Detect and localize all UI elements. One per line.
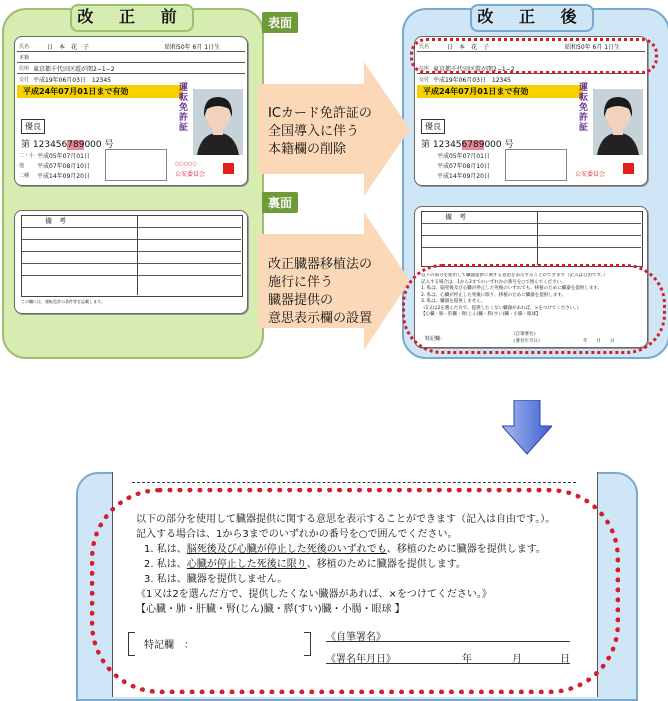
small-ymd: 年 月 日: [583, 339, 615, 344]
address-value: 東京都千代田区霞が関2−1−2: [33, 66, 115, 73]
detail-year: 年: [462, 654, 472, 665]
small-line-2: 1. 私は、脳死後及び心臓が停止した死後のいずれでも、移植のために臓器を提供します。: [421, 286, 602, 291]
birth-value: 昭和50年 6月 1日生: [565, 44, 621, 51]
arrow-top-line-1: ICカード免許証の: [268, 106, 372, 121]
detail-day: 日: [560, 654, 570, 665]
opt2-underlined: 心臓が停止した死後に限り: [186, 559, 307, 570]
arrow-mid-line-2: 施行に伴う: [268, 275, 334, 290]
detail-sign-date: 《署名年月日》: [326, 654, 396, 665]
mid-red-dotted-oval: [402, 264, 666, 354]
license-type: 運転免許証: [179, 83, 189, 133]
issue-value: 平成19年06月03日 12345: [433, 77, 511, 84]
small-sign: 《自筆署名》: [511, 332, 538, 337]
date2: 平成07年08月10日: [37, 163, 90, 170]
number-black: 123456: [32, 140, 68, 150]
date2-label: 他: [19, 163, 25, 169]
condition-box: [105, 149, 167, 181]
issue-label: 交付: [419, 77, 430, 83]
date3: 平成14年09月20日: [37, 173, 90, 180]
small-sign-date: 《署名年月日》: [511, 339, 543, 344]
small-line-4: 3. 私は、臓器を提供しません。: [421, 299, 486, 304]
arrow-top-text: [268, 105, 372, 159]
yuryo-box: 優良: [21, 119, 45, 134]
small-line-5: 《1又は2を選んだ方で、提供したくない臓器があれば、×をつけてください。》: [421, 305, 582, 311]
small-line-6: 【心臓・肺・肝臓・腎(じん)臓・膵(すい)臓・小腸・眼球】: [421, 312, 541, 317]
address-label: 住所: [419, 66, 430, 72]
date1: 平成05年07月01日: [37, 153, 90, 160]
number-prefix: 第: [421, 140, 431, 150]
commission: 公安委員会: [175, 171, 206, 178]
detail-tokki: 特記欄 ：: [144, 640, 194, 651]
small-line-3: 2. 私は、心臓が停止した死後に限り、移植のために臓器を提供します。: [421, 292, 566, 298]
number-tail: 000: [484, 140, 502, 150]
back-title: 備 考: [45, 217, 66, 225]
seal-circles: ○○○○○: [175, 161, 197, 167]
opt1-prefix: 1. 私は、: [144, 544, 187, 555]
small-tokki: 特記欄：: [425, 336, 446, 342]
top-red-dotted-oval: [410, 38, 658, 74]
name-value: 日 本 花 子: [47, 44, 90, 51]
down-arrow-icon: [502, 400, 552, 456]
license-number: [421, 137, 514, 150]
number-red: 789: [67, 140, 85, 150]
arrow-mid-text: [268, 256, 372, 328]
arrow-mid-line-1: 改正臓器移植法の: [268, 257, 373, 272]
number-red: 6789: [461, 140, 485, 150]
portrait-photo: [193, 89, 243, 155]
arrow-mid-line-3: 臓器提供の: [268, 293, 334, 308]
detail-sign: 《自筆署名》: [326, 632, 386, 643]
opt2-prefix: 2. 私は、: [144, 559, 187, 570]
address-label: 住所: [19, 66, 30, 72]
issue-label: 交付: [19, 77, 30, 83]
yuryo-box: 優良: [421, 119, 445, 134]
small-intro: 以下の部分を使用して臓器提供に関する意思を表示することができます（記入は自由です。）: [421, 273, 608, 278]
detail-month: 月: [512, 654, 522, 665]
date1-label: 二・小: [19, 153, 35, 159]
arrow-top-line-3: 本籍欄の削除: [268, 142, 347, 157]
name-label: 氏名: [419, 44, 430, 50]
issue-value: 平成19年06月03日 12345: [33, 77, 111, 84]
expiry-highlight: 平成24年07月01日まで有効: [17, 85, 183, 98]
before-back-card: [14, 210, 248, 314]
opt1-suffix: 、移植のために臓器を提供します。: [386, 544, 546, 555]
date3: 平成14年09月20日: [437, 173, 490, 180]
detail-organs: 【心臓・肺・肝臓・腎(じん)臓・膵(すい)臓・小腸・眼球 】: [136, 604, 405, 615]
birth-value: 昭和50年 6月 1日生: [165, 44, 221, 51]
bottom-red-dotted-oval: [90, 488, 620, 694]
number-suffix: 号: [104, 140, 114, 150]
date2: 平成07年08月10日: [437, 163, 490, 170]
back-footnote: この欄には、運転免許の条件等を記載します。: [21, 299, 105, 304]
before-front-card: [14, 36, 248, 186]
number-suffix: 号: [504, 140, 514, 150]
back-label: 裏面: [262, 192, 298, 213]
after-title: 改 正 後: [470, 4, 594, 32]
arrow-mid-line-4: 意思表示欄の設置: [268, 311, 373, 326]
back-title: 備 考: [445, 213, 466, 221]
name-label: 氏名: [19, 44, 30, 50]
commission: 公安委員会: [575, 171, 606, 178]
detail-top-rule: [132, 482, 576, 483]
seal-stamp: [223, 163, 234, 174]
portrait-photo: [593, 89, 643, 155]
honseki-label: 本籍: [19, 55, 30, 61]
license-number: [21, 137, 114, 150]
detail-intro-1: 以下の部分を使用して臓器提供に関する意思を表示することができます（記入は自由です。）。: [136, 514, 556, 525]
before-title: 改 正 前: [70, 4, 194, 32]
number-black: 12345: [432, 140, 462, 150]
date1: 平成05年07月01日: [437, 153, 490, 160]
number-tail: 000: [84, 140, 102, 150]
opt1-underlined: 脳死後及び心臓が停止した死後のいずれでも: [186, 544, 387, 555]
condition-box: [505, 149, 567, 181]
arrow-top-line-2: 全国導入に伴う: [268, 124, 360, 139]
detail-option-3: 3. 私は、臓器を提供しません。: [144, 574, 288, 585]
address-value: 東京都千代田区霞が関2−1−2: [433, 66, 515, 73]
front-label: 表面: [262, 12, 298, 33]
date3-label: 二種: [19, 173, 30, 179]
seal-stamp: [623, 163, 634, 174]
detail-note: 《1又は2を選んだ方で、提供したくない臓器があれば、×をつけてください。》: [136, 589, 492, 600]
number-prefix: 第: [21, 140, 31, 150]
detail-intro-2: 記入する場合は、1から3までのいずれかの番号を○で囲んでください。: [136, 529, 458, 540]
small-line-1: 記入する場合は、1から3までのいずれかの番号を○で囲んでください。: [421, 279, 566, 285]
license-type: 運転免許証: [579, 83, 589, 133]
opt2-suffix: 、移植のために臓器を提供します。: [306, 559, 466, 570]
expiry-highlight: 平成24年07月01日まで有効: [417, 85, 583, 98]
name-value: 日 本 花 子: [447, 44, 490, 51]
